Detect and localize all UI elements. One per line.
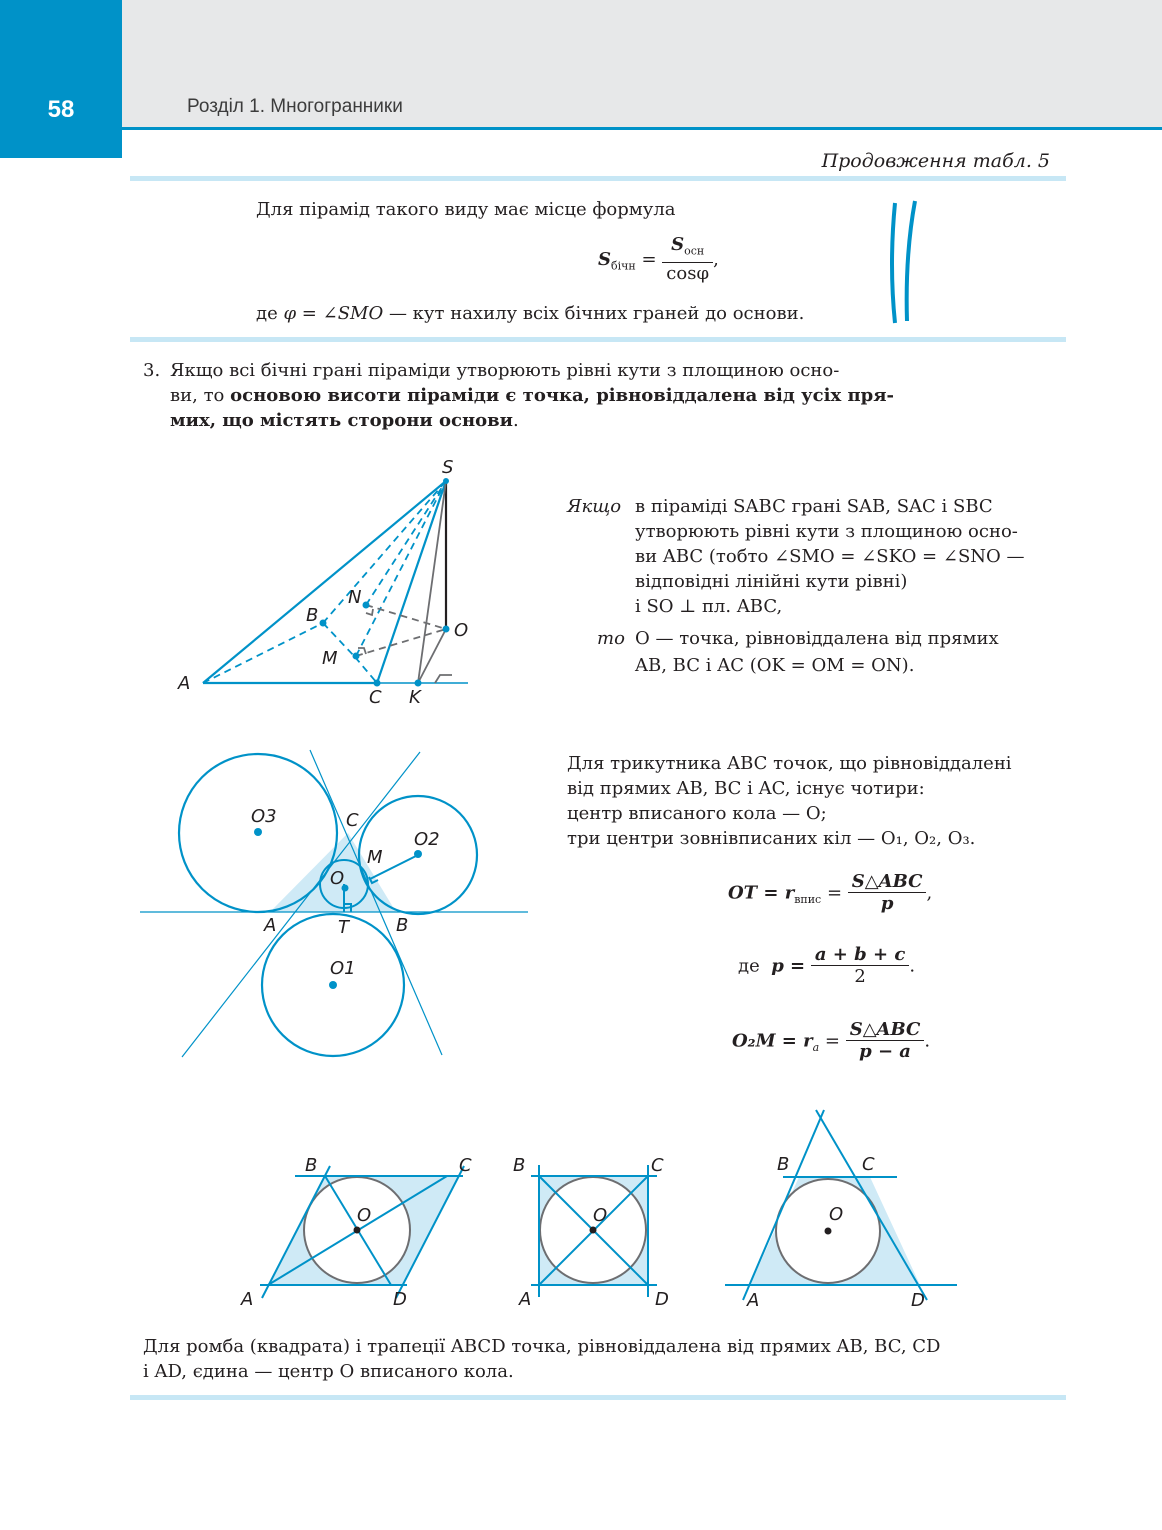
pyramid-label-n: N: [348, 587, 362, 608]
circles-label-b: B: [396, 915, 409, 936]
triangle-text-4: три центри зовнівписаних кіл — O₁, O₂, O₃.: [567, 828, 976, 849]
pyramid-label-b: B: [306, 605, 319, 626]
pyramid-text-7: AB, BC і AC (OK = OM = ON).: [635, 655, 915, 676]
section-title: Розділ 1. Многогранники: [187, 96, 403, 117]
pyramid-label-a: A: [178, 673, 191, 694]
page-number: 58: [47, 96, 75, 123]
property-number: 3.: [143, 360, 161, 381]
table-continuation: Продовження табл. 5: [821, 150, 1050, 172]
pyramid-text-1: в піраміді SABC грані SAB, SAC і SBC: [635, 496, 993, 517]
circles-label-t: T: [338, 917, 349, 938]
square-diagram: [505, 1145, 685, 1315]
rhombus-label-b: B: [305, 1155, 318, 1176]
circles-label-o1: O1: [330, 958, 356, 979]
square-label-a: A: [519, 1289, 532, 1310]
quad-text-2: і AD, єдина — центр O вписаного кола.: [143, 1361, 514, 1382]
pyramid-diagram: [170, 445, 490, 720]
semiperimeter-formula: де p = $\frac{a + b + c}{2}$ .: [738, 944, 916, 987]
pyramid-label-o: O: [454, 620, 469, 641]
trapezoid-label-o: O: [829, 1204, 844, 1225]
square-label-o: O: [593, 1205, 608, 1226]
incircle-excircles-diagram: [140, 745, 535, 1065]
formula-where: де φ = ∠SMO — кут нахилу всіх бічних граней до основи.: [256, 303, 805, 324]
circles-label-o: O: [330, 868, 345, 889]
exradius-formula: $O_2M = r_a$ = $\frac{\text{S△ABC}}{p - a}$ .: [732, 1019, 931, 1062]
property-line-1: Якщо всі бічні грані піраміди утворюють рівні кути з площиною осно-: [170, 360, 840, 381]
pyramid-text-2: утворюють рівні кути з площиною осно-: [635, 521, 1018, 542]
pyramid-if-word: Якщо: [567, 496, 622, 517]
property-line-2: ви, то основою висоти піраміди є точка, рівновіддалена від усіх пря-: [170, 385, 895, 406]
triangle-text-1: Для трикутника ABC точок, що рівновіддалені: [567, 753, 1012, 774]
lateral-area-formula: $S_{бічн}$ = $\frac{S_{осн}}{\cos\varphi}$ ,: [598, 234, 719, 284]
pyramid-text-6: O — точка, рівновіддалена від прямих: [635, 628, 999, 649]
header-rule: [122, 127, 1162, 130]
circles-label-m: M: [367, 847, 383, 868]
table-rule-mid: [130, 337, 1066, 342]
circles-label-o2: O2: [414, 829, 440, 850]
pyramid-label-m: M: [322, 648, 338, 669]
rhombus-diagram: [235, 1145, 485, 1315]
trapezoid-label-d: D: [911, 1290, 925, 1311]
square-label-b: B: [513, 1155, 526, 1176]
pyramid-text-3: ви ABC (тобто ∠SMO = ∠SKO = ∠SNO —: [635, 546, 1025, 567]
margin-mark-icon: [885, 195, 925, 330]
rhombus-label-a: A: [241, 1289, 254, 1310]
pyramid-label-c: C: [369, 687, 382, 708]
formula-intro: Для пірамід такого виду має місце формула: [256, 199, 676, 220]
inradius-formula: OT = $r_{впис}$ = $\frac{\text{S△ABC}}{p}$ ,: [728, 871, 933, 914]
table-rule-bottom: [130, 1395, 1066, 1400]
triangle-text-2: від прямих AB, BC і AC, існує чотири:: [567, 778, 925, 799]
trapezoid-label-a: A: [747, 1290, 760, 1311]
property-line-3: мих, що містять сторони основи.: [170, 410, 519, 431]
square-label-d: D: [655, 1289, 669, 1310]
pyramid-then-word: то: [597, 628, 625, 649]
pyramid-label-s: S: [442, 457, 454, 478]
circles-label-o3: O3: [251, 806, 277, 827]
pyramid-text-5: і SO ⊥ пл. ABC,: [635, 596, 783, 617]
trapezoid-label-c: C: [862, 1154, 875, 1175]
rhombus-label-d: D: [393, 1289, 407, 1310]
pyramid-text-4: відповідні лінійні кути рівні): [635, 571, 908, 592]
trapezoid-diagram: [715, 1100, 965, 1315]
page-number-tab: [0, 0, 122, 158]
pyramid-label-k: K: [409, 687, 421, 708]
header-band: [0, 0, 1162, 128]
table-rule-top: [130, 176, 1066, 181]
square-label-c: C: [651, 1155, 664, 1176]
triangle-text-3: центр вписаного кола — O;: [567, 803, 827, 824]
rhombus-label-c: C: [459, 1155, 472, 1176]
quad-text-1: Для ромба (квадрата) і трапеції ABCD точка, рівновіддалена від прямих AB, BC, CD: [143, 1336, 941, 1357]
rhombus-label-o: O: [357, 1205, 372, 1226]
circles-label-c: C: [346, 810, 359, 831]
trapezoid-label-b: B: [777, 1154, 790, 1175]
circles-label-a: A: [264, 915, 277, 936]
